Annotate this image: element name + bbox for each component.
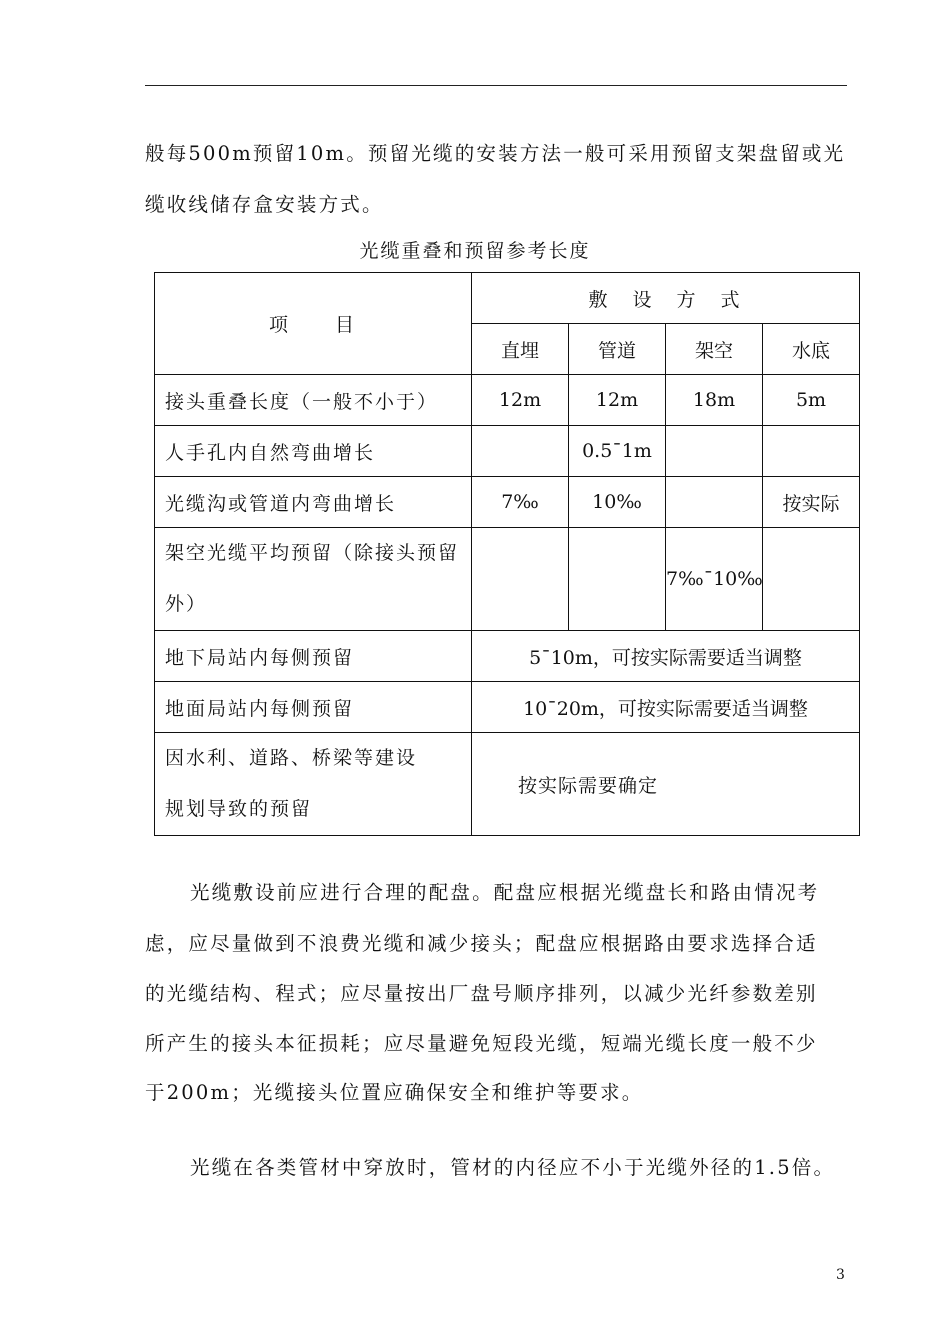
merged-cell: 10¯20m，可按实际需要适当调整 — [472, 682, 860, 733]
table-row — [155, 631, 860, 682]
table-row — [155, 528, 860, 631]
header-method-duct: 管道 — [569, 324, 666, 375]
table-cell: 12m — [569, 375, 666, 426]
header-method-direct-burial: 直埋 — [472, 324, 569, 375]
table-cell: 10‰ — [569, 477, 666, 528]
table-cell: 5m — [763, 375, 860, 426]
para2-line-2: 虑，应尽量做到不浪费光缆和减少接头；配盘应根据路由要求选择合适 — [145, 932, 818, 955]
table-cell: 12m — [472, 375, 569, 426]
intro-line-2: 缆收线储存盒安装方式。 — [145, 193, 384, 216]
table-cell — [763, 426, 860, 477]
reference-length-table — [154, 272, 860, 836]
table-cell — [472, 426, 569, 477]
header-method-underwater: 水底 — [763, 324, 860, 375]
para2-line-1: 光缆敷设前应进行合理的配盘。配盘应根据光缆盘长和路由情况考 — [190, 881, 820, 904]
table-cell: 7‰¯10‰ — [666, 528, 763, 631]
intro-line-1: 般每500m预留10m。预留光缆的安装方法一般可采用预留支架盘留或光 — [145, 142, 846, 165]
header-rule — [145, 85, 847, 86]
table-cell — [472, 528, 569, 631]
table-row — [155, 477, 860, 528]
para2-line-3: 的光缆结构、程式；应尽量按出厂盘号顺序排列，以减少光纤参数差别 — [145, 982, 818, 1005]
page-number: 3 — [836, 1267, 845, 1283]
header-item: 项 目 — [155, 273, 472, 375]
header-method-aerial: 架空 — [666, 324, 763, 375]
table-cell — [569, 528, 666, 631]
table-row — [155, 426, 860, 477]
table-row — [155, 733, 860, 836]
row-label — [155, 528, 472, 631]
table-cell: 18m — [666, 375, 763, 426]
row-label: 接头重叠长度（一般不小于） — [155, 375, 472, 426]
table-cell: 按实际 — [763, 477, 860, 528]
row-label-line-1: 因水利、道路、桥梁等建设 — [165, 747, 418, 769]
table-cell: 0.5¯1m — [569, 426, 666, 477]
row-label: 地下局站内每侧预留 — [155, 631, 472, 682]
merged-cell: 5¯10m，可按实际需要适当调整 — [472, 631, 860, 682]
table-row — [155, 375, 860, 426]
header-method: 敷 设 方 式 — [472, 273, 860, 324]
row-label-line-2: 外） — [165, 593, 208, 615]
table-cell — [666, 426, 763, 477]
para3-line-1: 光缆在各类管材中穿放时，管材的内径应不小于光缆外径的1.5倍。 — [190, 1156, 836, 1179]
para2-line-5: 于200m；光缆接头位置应确保安全和维护等要求。 — [145, 1081, 644, 1104]
row-label-line-1: 架空光缆平均预留（除接头预留 — [165, 542, 460, 564]
row-label-line-2: 规划导致的预留 — [165, 798, 313, 820]
table-caption: 光缆重叠和预留参考长度 — [359, 240, 591, 262]
table-row — [155, 682, 860, 733]
para2-line-4: 所产生的接头本征损耗；应尽量避免短段光缆，短端光缆长度一般不少 — [145, 1032, 818, 1055]
row-label: 光缆沟或管道内弯曲增长 — [155, 477, 472, 528]
table-cell — [763, 528, 860, 631]
merged-cell: 按实际需要确定 — [472, 733, 860, 836]
row-label: 地面局站内每侧预留 — [155, 682, 472, 733]
row-label: 人手孔内自然弯曲增长 — [155, 426, 472, 477]
table-cell — [666, 477, 763, 528]
table-cell: 7‰ — [472, 477, 569, 528]
row-label — [155, 733, 472, 836]
